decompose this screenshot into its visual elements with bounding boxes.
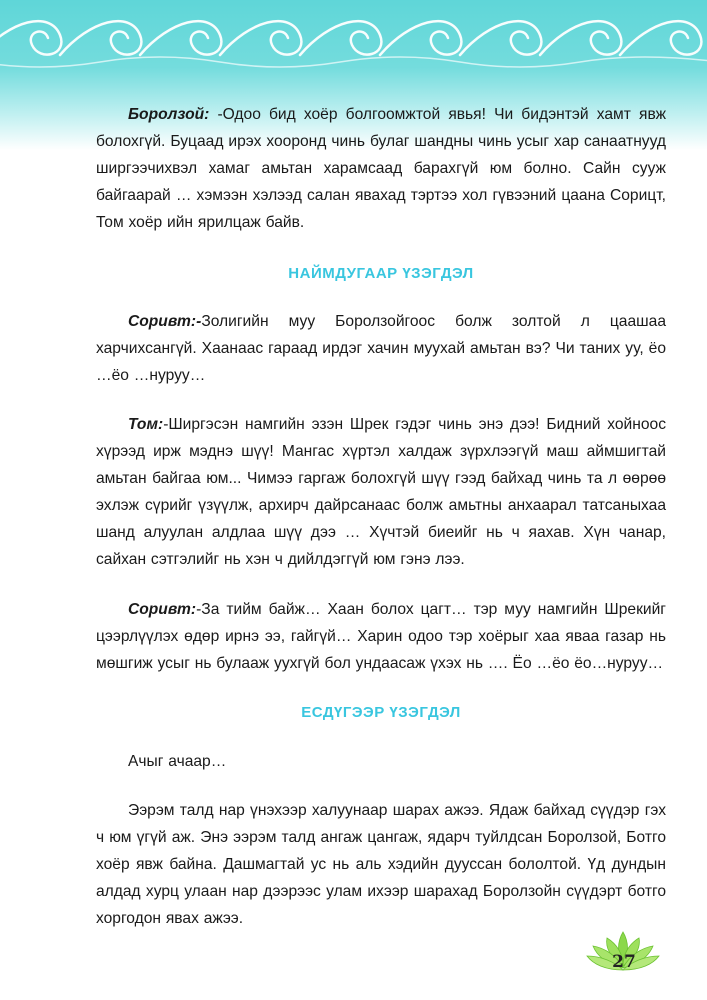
narration-text: Ачыг ачаар… xyxy=(128,753,227,770)
scene-heading-8: НАЙМДУГААР ҮЗЭГДЭЛ xyxy=(288,265,474,282)
dialogue-paragraph-sorivt xyxy=(96,308,666,389)
page-body xyxy=(96,101,666,932)
speaker-name: Соривт: xyxy=(128,601,197,618)
page-number: 27 xyxy=(612,952,636,972)
speaker-name: Боролзой: xyxy=(128,106,210,123)
narration-paragraph xyxy=(96,797,666,932)
dialogue-paragraph-tom xyxy=(96,411,666,573)
dialogue-paragraph-borolzoi xyxy=(96,101,666,236)
dialogue-text: -Одоо бид хоёр болгоомжтой явья! Чи бидэнтэй хамт явж болохгүй. Буцаад ирэх хооронд чинь булаг шандны чинь усыг хар санаатнууд ширгээчихвэл хамаг амьтан харамсаад барахгүй юм болно. Сайн сууж байгаарай … хэмээн хэлээд салан явахад тэртээ хол гүвээний цаана Сорицт, Том хоёр ийн ярилцаж байв. xyxy=(96,106,666,231)
dialogue-paragraph-sorivt-2 xyxy=(96,596,666,677)
wave-ornament-icon xyxy=(0,0,707,80)
narration-text: Ээрэм талд нар үнэхээр халуунаар шарах ажээ. Ядаж байхад сүүдэр гэх ч юм үгүй аж. Энэ ээрэм талд ангаж цангаж, ядарч туйлдсан Боролзой, Ботго хоёр явж байна. Дашмагтай ус нь аль хэдийн дууссан бололтой. Үд дундын алдад хурц улаан нар дээрээс улам ихээр шарахад Боролзойн сүүдэрт ботго хоргодон явах ажээ. xyxy=(96,802,666,927)
narration-line xyxy=(96,748,666,775)
speaker-name: Том: xyxy=(128,416,164,433)
dialogue-text: Золигийн муу Боролзойгоос болж золтой л цаашаа харчихсангүй. Хаанаас гараад ирдэг хачин муухай амьтан вэ? Чи таних уу, ёо …ёо …нуруу… xyxy=(96,313,666,384)
scene-heading-9: ЕСДҮГЭЭР ҮЗЭГДЭЛ xyxy=(301,704,461,721)
dialogue-text: -Ширгэсэн намгийн эзэн Шрек гэдэг чинь энэ дээ! Бидний хойноос хүрээд ирж мэднэ шүү! Мангас хүртэл халдаж зүрхлээгүй маш аймшигтай амьтан байгаа юм... Чимээ гаргаж болохгүй шүү гээд байхад чинь та л өөрөө эхлэж сүрийг үзүүлж, архирч дайрсанаас болж амьтны анхаарал татсаныхаа шанд алуулан алдлаа шүү дээ … Хүчтэй биеийг нь ч яахав. Хүн чанар, сайхан сэтгэлийг нь хэн ч дийлдэггүй юм гэнэ лээ. xyxy=(96,416,666,568)
dialogue-text: -За тийм байж… Хаан болох цагт… тэр муу намгийн Шрекийг цээрлүүлэх өдөр ирнэ ээ, гайгүй… Харин одоо тэр хоёрыг хаа яваа газар нь мөшгиж усыг нь булааж уухгүй бол ундаасаж үхэх нь …. Ёо …ёо ёо…нуруу… xyxy=(96,601,666,672)
page-number-badge xyxy=(583,930,663,980)
speaker-name: Соривт:- xyxy=(128,313,202,330)
